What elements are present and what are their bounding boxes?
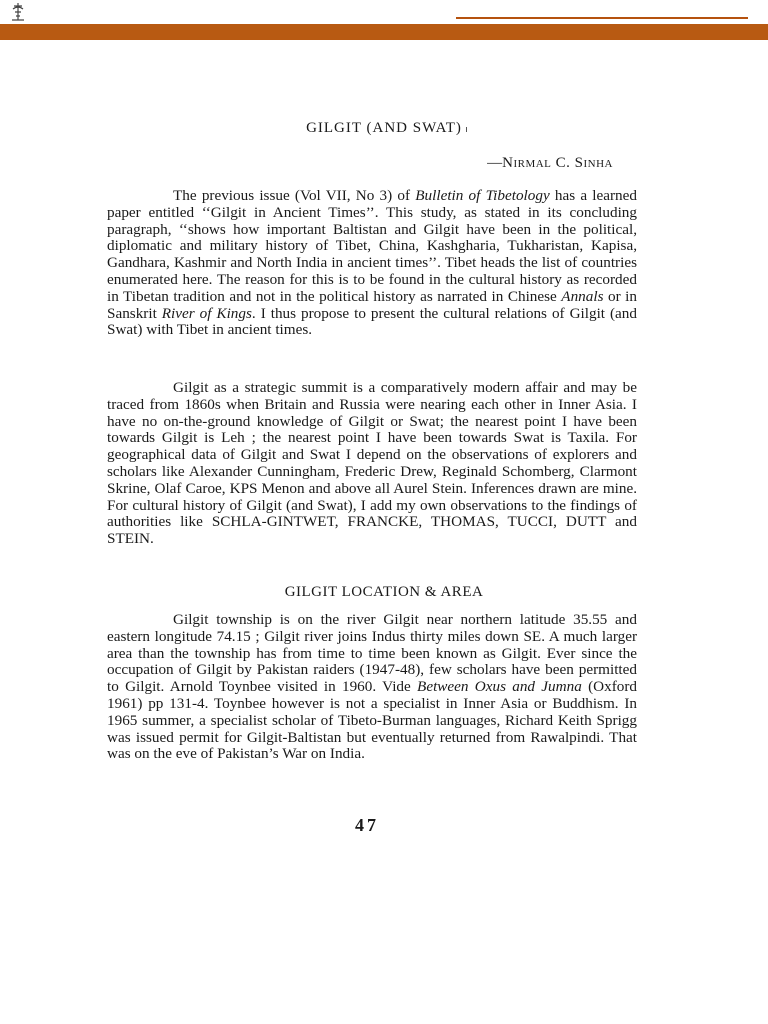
author-line: [487, 155, 613, 172]
paragraph-3: [107, 612, 637, 763]
page-number: 47: [355, 815, 379, 835]
river-of-kings-title: River of Kings: [161, 304, 252, 322]
paragraph-1-text-g: . I thus propose to present the cultural relations of Gilgit (and Swat) with Tibet in ancient times.: [107, 304, 637, 339]
viewer-header: [0, 0, 768, 24]
article-title: GILGIT (AND SWAT): [306, 120, 462, 136]
emblem-icon: [4, 0, 32, 24]
annals-title: Annals: [561, 287, 604, 305]
journal-title: Bulletin of Tibetology: [415, 187, 550, 204]
author-name: Nirmal C. Sinha: [502, 155, 613, 171]
section-heading: GILGIT LOCATION & AREA: [284, 584, 484, 600]
paragraph-1-text-c: has a learned paper entitled ‘‘Gilgit in Ancient Times’’. This study, as stated in its concluding paragraph, ‘‘shows how important Baltistan and Gilgit have been in the political, diplomatic and military history of Tibet, China, Kashgharia, Tukharistan, Kapisa, Gandhara, Kashmir and North India in ancient times’’. Tibet heads the list of countries enumerated here. The reason for this is to be found in the cultural history as recorded in Tibetan tradition and not in the political history as narrated in Chinese: [107, 187, 637, 305]
paragraph-1-text-e: or in Sanskrit: [107, 287, 637, 322]
book-title: Between Oxus and Jumna: [417, 678, 582, 696]
paragraph-1-text-a: The previous issue (Vol VII, No 3) of: [173, 187, 416, 204]
paragraph-3-text-a: Gilgit township is on the river Gilgit near northern latitude 35.55 and eastern longitude 74.15 ; Gilgit river joins Indus thirty miles down SE. A much larger area than the township has from time to time been known as Gilgit. Ever since the occupation of Gilgit by Pakistan raiders (1947-48), few scholars have been permitted to Gilgit. Arnold Toynbee visited in 1960. Vide: [107, 611, 637, 696]
paragraph-3-text-c: (Oxford 1961) pp 131-4. Toynbee however is not a specialist in Inner Asia or Buddhism. In 1965 summer, a specialist scholar of Tibeto-Burman languages, Richard Keith Sprigg was issued permit for Gilgit-Baltistan but eventually returned from Rawalpindi. That was on the eve of Pakistan’s War on India.: [107, 678, 637, 763]
paragraph-2: Gilgit as a strategic summit is a comparatively modern affair and may be traced from 1860s when Britain and Russia were nearing each other in Inner Asia. I have no on-the-ground knowledge of Gilgit or Swat; the nearest point I have been towards Gilgit is Leh ; the nearest point I have been towards Swat is Taxila. For geographical data of Gilgit and Swat I depend on the observations of explorers and scholars like Alexander Cunningham, Frederic Drew, Reginald Schomberg, Clarmont Skrine, Olaf Caroe, KPS Menon and above all Aurel Stein. Inferences drawn are mine. For cultural history of Gilgit (and Swat), I add my own observations to the findings of authorities like SCHLA-GINTWET, FRANCKE, THOMAS, TUCCI, DUTT and STEIN.: [107, 379, 637, 548]
author-dash: —: [487, 155, 503, 171]
header-rule: [456, 17, 748, 19]
paragraph-1: [107, 188, 637, 339]
header-accent-bar: [0, 24, 768, 40]
